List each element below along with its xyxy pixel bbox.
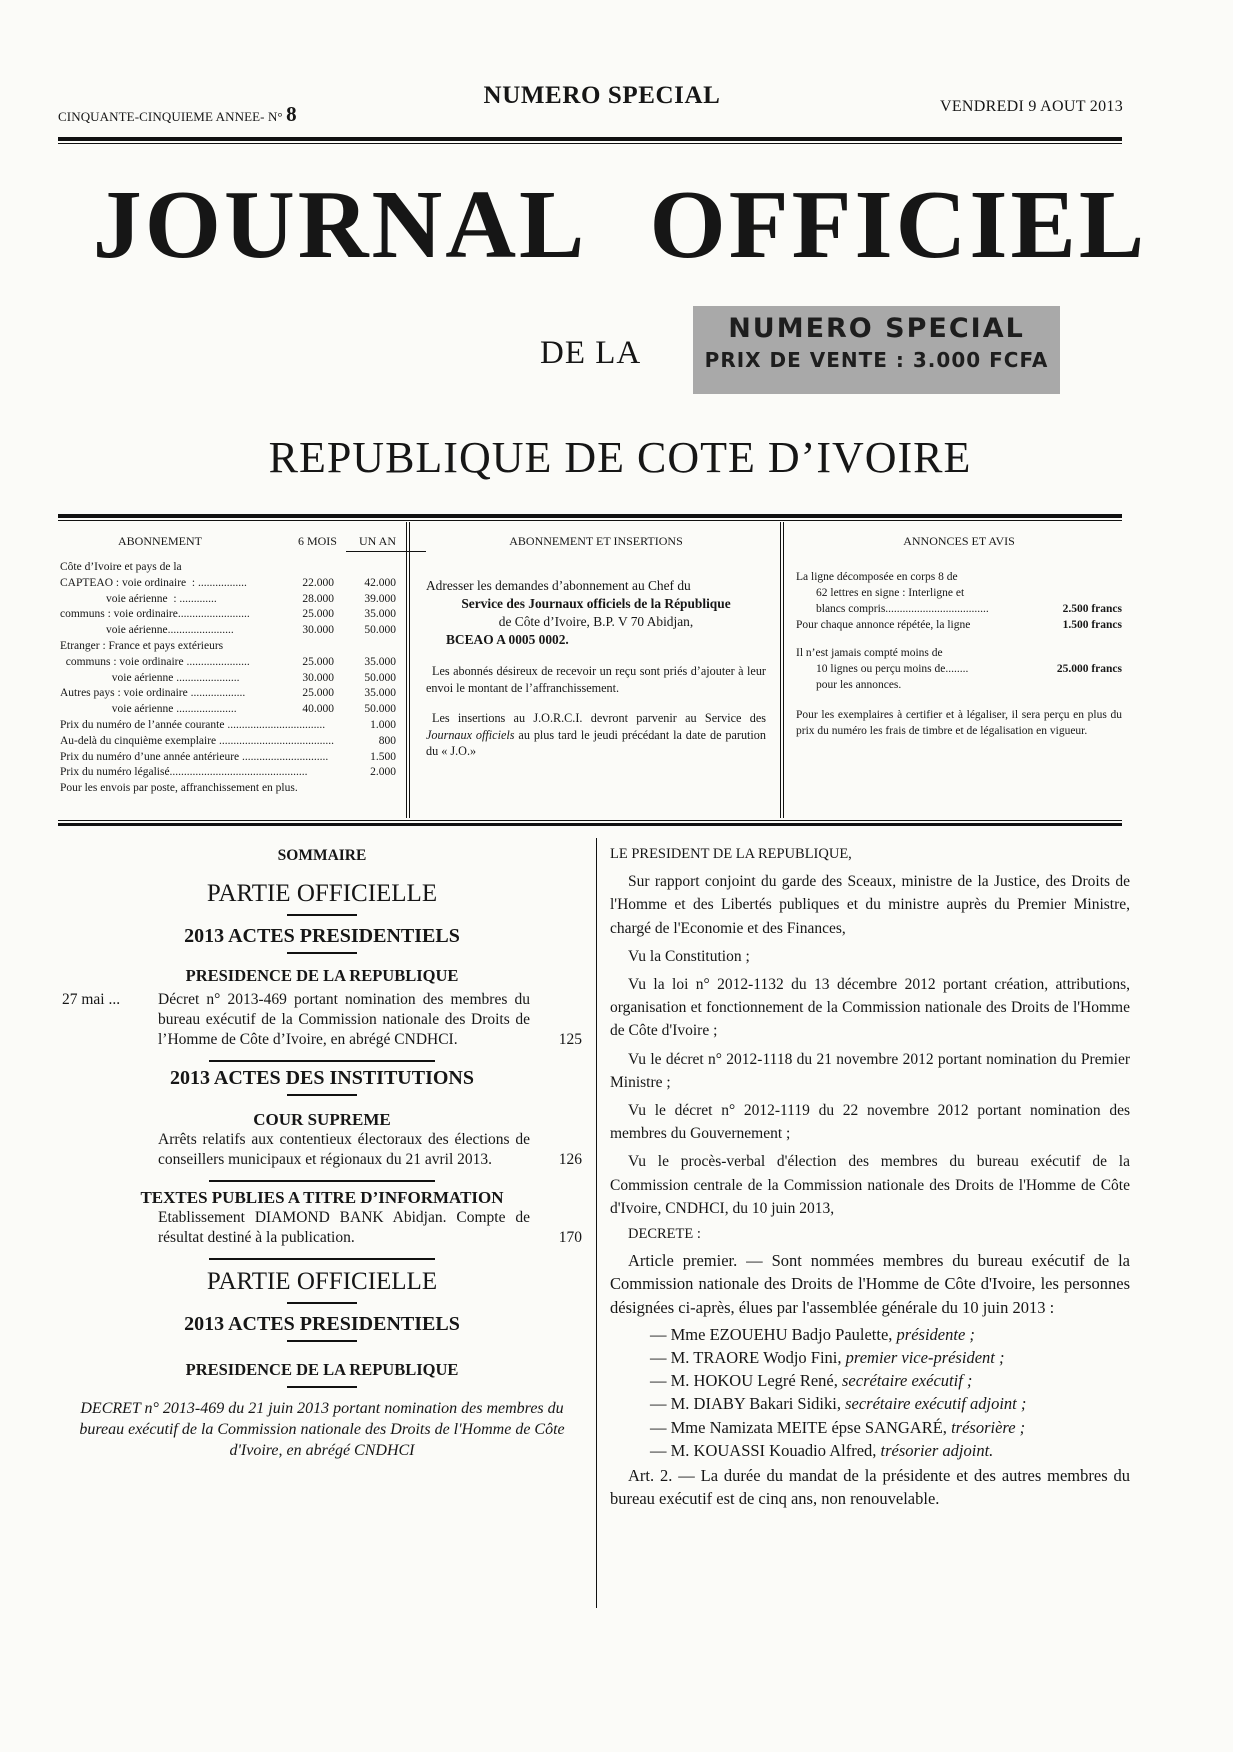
insertions-deadline-note: Les insertions au J.O.R.C.I. devront parvenir au Service des Journaux officiels au plus tard le jeudi précédant la date de parution du « J.O.» (426, 711, 766, 758)
price-six-months: 30.000 (302, 624, 334, 637)
heading-rule (287, 1302, 357, 1304)
member-item (610, 1439, 1130, 1462)
member-item (610, 1346, 1130, 1369)
article-premier: Article premier. — Sont nommées membres du bureau exécutif de la Commission nationale des Droits de l'Homme de Côte d'Ivoire, les personnes désignées ci-après, élues par l'assemblée générale du 10 juin 2013 : (610, 1251, 1130, 1317)
member-name: — M. TRAORE Wodjo Fini, (650, 1348, 846, 1368)
sommaire-column (62, 846, 582, 1461)
actes-institutions-heading: 2013 ACTES DES INSTITUTIONS (170, 1067, 474, 1089)
announcements-panel (796, 534, 1122, 739)
member-role: trésorière ; (951, 1417, 1026, 1437)
insertions-panel (426, 534, 766, 760)
textes-publies-heading: TEXTES PUBLIES A TITRE D’INFORMATION (140, 1188, 504, 1207)
stamp-line-1: NUMERO SPECIAL (728, 313, 1025, 344)
actes-presidentiels-heading-2: 2013 ACTES PRESIDENTIELS (184, 1313, 460, 1335)
price-one-year: 50.000 (364, 703, 396, 716)
table-divider-1 (406, 522, 410, 818)
price-one-year: 35.000 (364, 687, 396, 700)
country-title: REPUBLIQUE DE COTE D’IVOIRE (268, 433, 972, 482)
price-row (60, 576, 396, 592)
member-name: — Mme EZOUEHU Badjo Paulette, (650, 1324, 897, 1344)
member-name: — M. DIABY Bakari Sidiki, (650, 1394, 846, 1414)
decree-vu-constitution: Vu la Constitution ; (628, 947, 750, 965)
price-one-year: 42.000 (364, 576, 396, 589)
price-one-year: 39.000 (364, 592, 396, 605)
cour-supreme-heading: COUR SUPREME (253, 1110, 391, 1129)
unit-price-value: 800 (378, 734, 396, 747)
partie-officielle-heading-2: PARTIE OFFICIELLE (206, 1268, 438, 1295)
table-divider-2 (780, 522, 784, 818)
stamp-line-2: PRIX DE VENTE : 3.000 FCFA (704, 348, 1049, 372)
article-2: Art. 2. — La durée du mandat de la présidente et des autres membres du bureau exécutif est de cinq ans, non renouvelable. (610, 1466, 1130, 1509)
unit-price-label: Prix du numéro légalisé................................................ (60, 766, 308, 779)
unit-price-value: 1.500 (370, 750, 396, 763)
members-list (610, 1323, 1130, 1462)
price-six-months: 30.000 (302, 671, 334, 684)
masthead-rule (58, 514, 1122, 521)
heading-rule (287, 1340, 357, 1342)
special-price-stamp (693, 306, 1060, 394)
member-role: trésorier adjoint. (880, 1440, 994, 1460)
journal-title: JOURNAL OFFICIEL (92, 171, 1148, 279)
section-rule (209, 1060, 435, 1062)
decrete-label: DECRETE : (628, 1226, 701, 1243)
decree-preamble: Sur rapport conjoint du garde des Sceaux, ministre de la Justice, des Droits de l'Homme et des Libertés publiques et du ministre auprès du Premier Ministre, chargé de l'Economie et des Finances, (610, 873, 1130, 937)
price-row (60, 702, 396, 718)
member-item (610, 1323, 1130, 1346)
price-row (60, 607, 396, 623)
price-six-months: 28.000 (302, 592, 334, 605)
member-role: secrétaire exécutif adjoint ; (845, 1394, 1027, 1414)
price-label: voie aérienne....................... (60, 624, 234, 637)
decree-vu-decret-1: Vu le décret n° 2012-1118 du 21 novembre 2012 portant nomination du Premier Ministre ; (610, 1050, 1130, 1091)
price-six-months: 25.000 (302, 687, 334, 700)
president-line: LE PRESIDENT DE LA REPUBLIQUE, (610, 846, 852, 862)
price-one-year: 35.000 (364, 608, 396, 621)
price-label: communs : voie ordinaire......................... (60, 608, 250, 621)
subscription-body: Côte d’Ivoire et pays de la CAPTEAO : voie ordinaire : ................. 22.000 42.000 voie aérienne : ............. 28.000 39.000 communs : voie ordinaire......................... 25.000 35.000 voie aérienne....................... 30.000 50.000 Etranger : France et pays extérieurs communs : voie ordinaire ...................... 25.000 35.000 voie aérienne ...................... 30.000 50.000 Autres pays : voie ordinaire ................... 25.000 35.000 voie aérienne ..................... 40.000 50.000 Prix du numéro de l’année courante .................................. 1.000 Au-delà du cinquième exemplaire ........................................ 800 Prix du numéro d’une année antérieure .............................. 1.500 Prix du numéro légalisé................................................ 2.000 Pour les envois par poste, affranchissement en plus. (60, 561, 396, 795)
price-one-year: 50.000 (364, 624, 396, 637)
unit-price-label: Prix du numéro de l’année courante .................................. (60, 718, 326, 731)
decree-vu-loi: Vu la loi n° 2012-1132 du 13 décembre 2012 portant création, attributions, organisation et fonctionnement de la Commission nationale des Droits de l'Homme de Côte d'Ivoire ; (610, 976, 1130, 1040)
member-name: — M. KOUASSI Kouadio Alfred, (650, 1440, 881, 1460)
announcements-header: ANNONCES ET AVIS (903, 534, 1015, 548)
price-six-months: 22.000 (302, 576, 334, 589)
presidence-heading-2: PRESIDENCE DE LA REPUBLIQUE (185, 1360, 459, 1379)
sommaire-entry-diamond: Etablissement DIAMOND BANK Abidjan. Compte de résultat destiné à la publication. 170 (158, 1209, 582, 1246)
member-name: — Mme Namizata MEITE épse SANGARÉ, (650, 1417, 952, 1437)
presidence-heading: PRESIDENCE DE LA REPUBLIQUE (185, 966, 459, 985)
unit-price-row (60, 718, 396, 734)
member-item (610, 1416, 1130, 1439)
heading-rule (287, 1386, 357, 1388)
price-label: communs : voie ordinaire ...................... (60, 655, 250, 668)
price-label: voie aérienne ...................... (60, 671, 240, 684)
member-role: premier vice-président ; (845, 1348, 1005, 1368)
subscription-header: ABONNEMENT 6 MOIS UN AN (118, 534, 396, 548)
heading-rule (287, 914, 357, 916)
section-rule (209, 1180, 435, 1182)
price-row (60, 623, 396, 639)
de-la-label: DE LA (540, 335, 642, 371)
unit-price-value: 1.000 (370, 718, 396, 731)
price-six-months: 25.000 (302, 655, 334, 668)
member-role: secrétaire exécutif ; (842, 1371, 973, 1391)
decree-vu-proces-verbal: Vu le procès-verbal d'élection des membres du bureau exécutif de la Commission centrale de la Commission nationale des Droits de l'Homme de Côte d'Ivoire, CNDHCI, du 10 juin 2013, (610, 1153, 1130, 1217)
unit-price-row (60, 734, 396, 750)
issue-number: 8 (286, 102, 297, 126)
price-six-months: 25.000 (302, 608, 334, 621)
header-underline (346, 551, 426, 552)
decree-vu-decret-2: Vu le décret n° 2012-1119 du 22 novembre 2012 portant nomination des membres du Gouvernement ; (610, 1102, 1130, 1143)
member-role: présidente ; (896, 1324, 975, 1344)
price-row (60, 592, 396, 608)
price-label: voie aérienne : ............. (60, 592, 217, 605)
unit-price-row (60, 750, 396, 766)
top-rule (58, 137, 1122, 144)
sommaire-entry-arrets: Arrêts relatifs aux contentieux électoraux des élections de conseillers municipaux et régionaux du 21 avril 2013. 126 (158, 1131, 582, 1168)
heading-rule (287, 1094, 357, 1096)
price-label: voie aérienne ..................... (60, 703, 237, 716)
sommaire-title: SOMMAIRE (277, 847, 367, 864)
unit-price-value: 2.000 (370, 766, 396, 779)
issue-date: VENDREDI 9 AOUT 2013 (939, 98, 1123, 115)
column-divider (596, 838, 597, 1608)
insertions-header: ABONNEMENT ET INSERTIONS (509, 534, 683, 548)
price-label: Autres pays : voie ordinaire ................... (60, 687, 246, 700)
unit-price-row (60, 765, 396, 781)
member-item (610, 1369, 1130, 1392)
partie-officielle-heading: PARTIE OFFICIELLE (206, 880, 438, 907)
volume-year-label: CINQUANTE-CINQUIEME ANNEE- N° 8 (58, 102, 297, 126)
decree-column (610, 843, 1130, 1510)
actes-presidentiels-heading: 2013 ACTES PRESIDENTIELS (184, 925, 460, 947)
section-rule (209, 1258, 435, 1260)
insertions-address: Adresser les demandes d’abonnement au Chef du Service des Journaux officiels de la République de Côte d’Ivoire, B.P. V 70 Abidjan, BCEAO A 0005 0002. (426, 578, 731, 647)
decree-title: DECRET n° 2013-469 du 21 juin 2013 portant nomination des membres du bureau exécutif de la Commission nationale des Droits de l'Homme de Côte d'Ivoire, en abrégé CNDHCI (79, 1400, 565, 1459)
price-one-year: 35.000 (364, 655, 396, 668)
price-row (60, 671, 396, 687)
subscription-table (60, 534, 396, 797)
sommaire-entry-decret: 27 mai ... Décret n° 2013-469 portant nomination des membres du bureau exécutif de la Commission nationale des Droits de l’Homme de Côte d’Ivoire, en abrégé CNDHCI. 125 (62, 991, 582, 1048)
insertions-receipt-note: Les abonnés désireux de recevoir un reçu sont priés d’ajouter à leur envoi le montant de l’affranchissement. (426, 664, 766, 695)
price-label: CAPTEAO : voie ordinaire : ................. (60, 576, 247, 589)
price-one-year: 50.000 (364, 671, 396, 684)
announcements-rates: La ligne décomposée en corps 8 de 62 lettres en signe : Interligne et blancs compris.................................... 2.500 francs Pour chaque annonce répétée, la ligne 1.500 francs Il n’est jamais compté moins de 10 lignes ou perçu moins de........ 25.000 francs pour les annonces. Pour les exemplaires à certifier et à légaliser, il sera perçu en plus du prix du numéro les frais de timbre et de légalisation en vigueur. (796, 571, 1122, 737)
special-issue-label: NUMERO SPECIAL (483, 82, 721, 109)
unit-price-label: Prix du numéro d’une année antérieure .............................. (60, 750, 329, 763)
price-row (60, 655, 396, 671)
member-name: — M. HOKOU Legré René, (650, 1371, 842, 1391)
heading-rule (287, 952, 357, 954)
tables-bottom-rule (58, 820, 1122, 826)
member-item (610, 1392, 1130, 1415)
unit-price-label: Au-delà du cinquième exemplaire ........................................ (60, 734, 335, 747)
price-row (60, 686, 396, 702)
price-six-months: 40.000 (302, 703, 334, 716)
